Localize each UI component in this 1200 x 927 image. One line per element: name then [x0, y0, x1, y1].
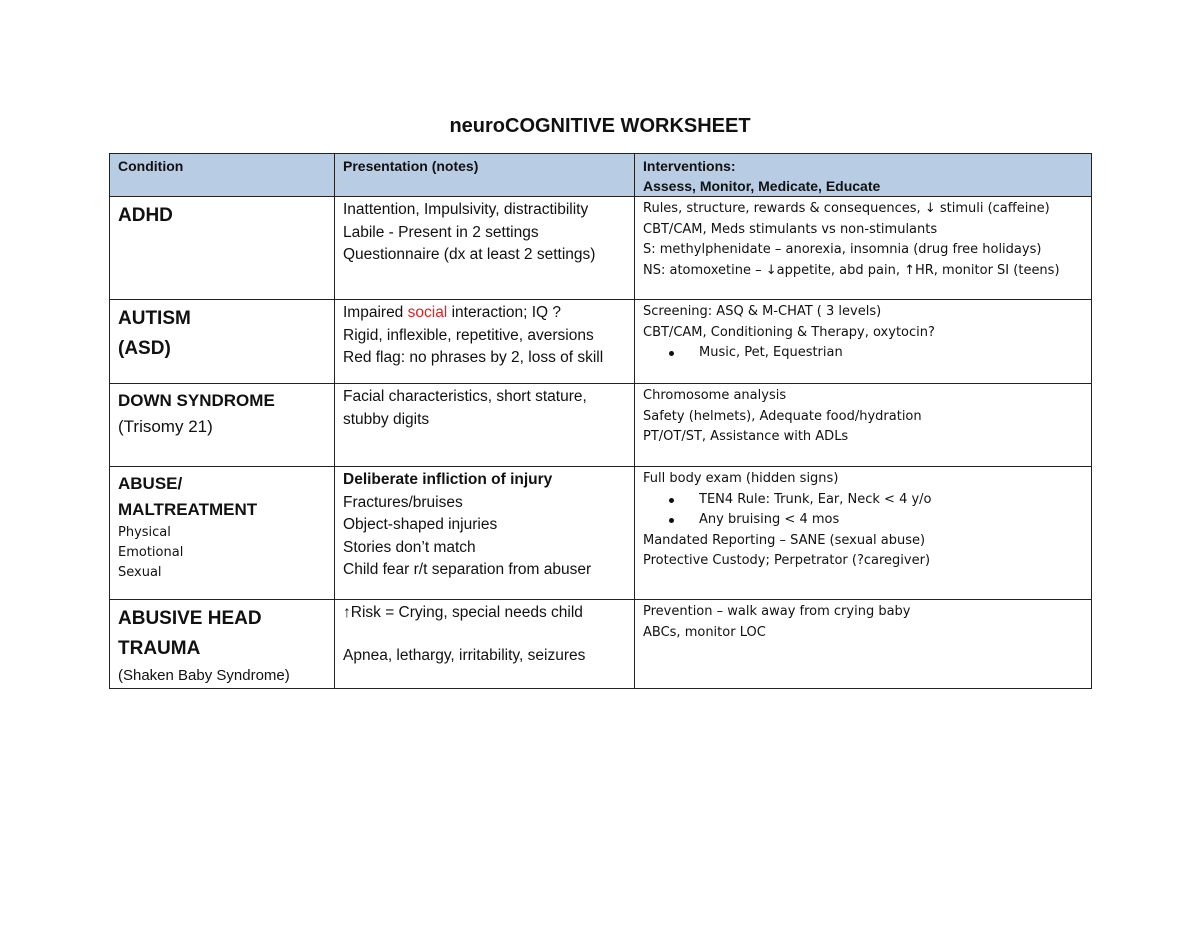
intervention-line: Full body exam (hidden signs) [643, 471, 839, 486]
presentation-line: Labile - Present in 2 settings [343, 223, 539, 241]
header-interventions [635, 154, 1092, 197]
condition-name: ABUSIVE HEAD [118, 608, 262, 629]
presentation-line: Inattention, Impulsivity, distractibility [343, 201, 589, 218]
header-interventions-line1: Interventions: [643, 158, 736, 174]
presentation-text: interaction; IQ ? [447, 304, 561, 321]
interventions-cell [635, 384, 1092, 467]
bullet-text: Any bruising < 4 mos [699, 512, 840, 527]
presentation-cell [335, 197, 635, 300]
bullet-item [643, 510, 1083, 531]
condition-cell [110, 600, 335, 689]
presentation-line: Apnea, lethargy, irritability, seizures [343, 646, 586, 664]
bullet-text: TEN4 Rule: Trunk, Ear, Neck < 4 y/o [699, 491, 932, 507]
presentation-line: Rigid, inflexible, repetitive, aversions [343, 326, 594, 344]
presentation-line: Facial characteristics, short stature, [343, 388, 587, 405]
interventions-cell [635, 467, 1092, 600]
header-condition: Condition [110, 154, 335, 197]
presentation-cell [335, 300, 635, 384]
intervention-line: CBT/CAM, Meds stimulants vs non-stimulants [643, 221, 938, 237]
condition-abbreviation: (ASD) [118, 338, 171, 359]
interventions-cell [635, 600, 1092, 689]
table-row-autism [110, 300, 1092, 384]
presentation-cell [335, 384, 635, 467]
worksheet-table [109, 153, 1092, 689]
table-row-adhd [110, 197, 1092, 300]
intervention-line: Chromosome analysis [643, 388, 787, 403]
condition-name: ABUSE/ [118, 474, 183, 493]
presentation-cell [335, 467, 635, 600]
intervention-line: S: methylphenidate – anorexia, insomnia (drug free holidays) [643, 242, 1042, 257]
bullet-item [643, 490, 1083, 511]
intervention-line: Prevention – walk away from crying baby [643, 604, 911, 619]
table-header-row [110, 154, 1092, 197]
abuse-type: Physical [118, 525, 171, 540]
interventions-cell [635, 300, 1092, 384]
bullet-text: Music, Pet, Equestrian [699, 345, 843, 360]
condition-cell [110, 467, 335, 600]
intervention-line: Protective Custody; Perpetrator (?caregiver) [643, 553, 931, 568]
intervention-line: Safety (helmets), Adequate food/hydration [643, 408, 922, 424]
presentation-cell [335, 600, 635, 689]
presentation-heading: Deliberate infliction of injury [343, 471, 553, 488]
bullet-item [643, 343, 1083, 364]
presentation-line: Object-shaped injuries [343, 516, 498, 533]
intervention-line: Screening: ASQ & M-CHAT ( 3 levels) [643, 304, 882, 319]
condition-name: ADHD [118, 205, 173, 226]
intervention-line: ABCs, monitor LOC [643, 624, 766, 640]
bullet-icon [669, 351, 674, 356]
condition-cell [110, 197, 335, 300]
interventions-cell [635, 197, 1092, 300]
condition-name: AUTISM [118, 308, 191, 329]
intervention-line: Rules, structure, rewards & consequences, ↓ stimuli (caffeine) [643, 201, 1050, 216]
presentation-text: Impaired [343, 304, 408, 321]
intervention-line: PT/OT/ST, Assistance with ADLs [643, 429, 849, 444]
presentation-line: Red flag: no phrases by 2, loss of skill [343, 349, 604, 366]
presentation-line: ↑Risk = Crying, special needs child [343, 604, 583, 621]
abuse-type: Emotional [118, 545, 184, 560]
spacer [343, 625, 626, 645]
highlighted-word: social [407, 304, 448, 321]
condition-name-line2: MALTREATMENT [118, 500, 258, 519]
bullet-icon [669, 518, 674, 523]
condition-subtitle: (Trisomy 21) [118, 417, 213, 436]
presentation-line: Child fear r/t separation from abuser [343, 561, 592, 578]
page-title: neuroCOGNITIVE WORKSHEET [449, 115, 751, 137]
presentation-line: Stories don’t match [343, 538, 476, 556]
bullet-icon [669, 498, 674, 503]
intervention-line: Mandated Reporting – SANE (sexual abuse) [643, 532, 926, 548]
condition-subtitle: (Shaken Baby Syndrome) [118, 667, 290, 684]
condition-name-line2: TRAUMA [118, 638, 201, 659]
abuse-type: Sexual [118, 565, 162, 580]
condition-cell [110, 300, 335, 384]
presentation-line: stubby digits [343, 410, 430, 428]
intervention-line: CBT/CAM, Conditioning & Therapy, oxytocin? [643, 324, 935, 340]
intervention-line: NS: atomoxetine – ↓appetite, abd pain, ↑HR, monitor SI (teens) [643, 262, 1060, 278]
presentation-line: Questionnaire (dx at least 2 settings) [343, 246, 596, 263]
table-row-down-syndrome [110, 384, 1092, 467]
presentation-line: Fractures/bruises [343, 493, 463, 511]
condition-name: DOWN SYNDROME [118, 391, 275, 410]
table-row-abusive-head-trauma [110, 600, 1092, 689]
table-row-abuse [110, 467, 1092, 600]
presentation-line [343, 302, 626, 325]
condition-cell [110, 384, 335, 467]
header-presentation: Presentation (notes) [335, 154, 635, 197]
header-interventions-line2: Assess, Monitor, Medicate, Educate [643, 178, 881, 194]
